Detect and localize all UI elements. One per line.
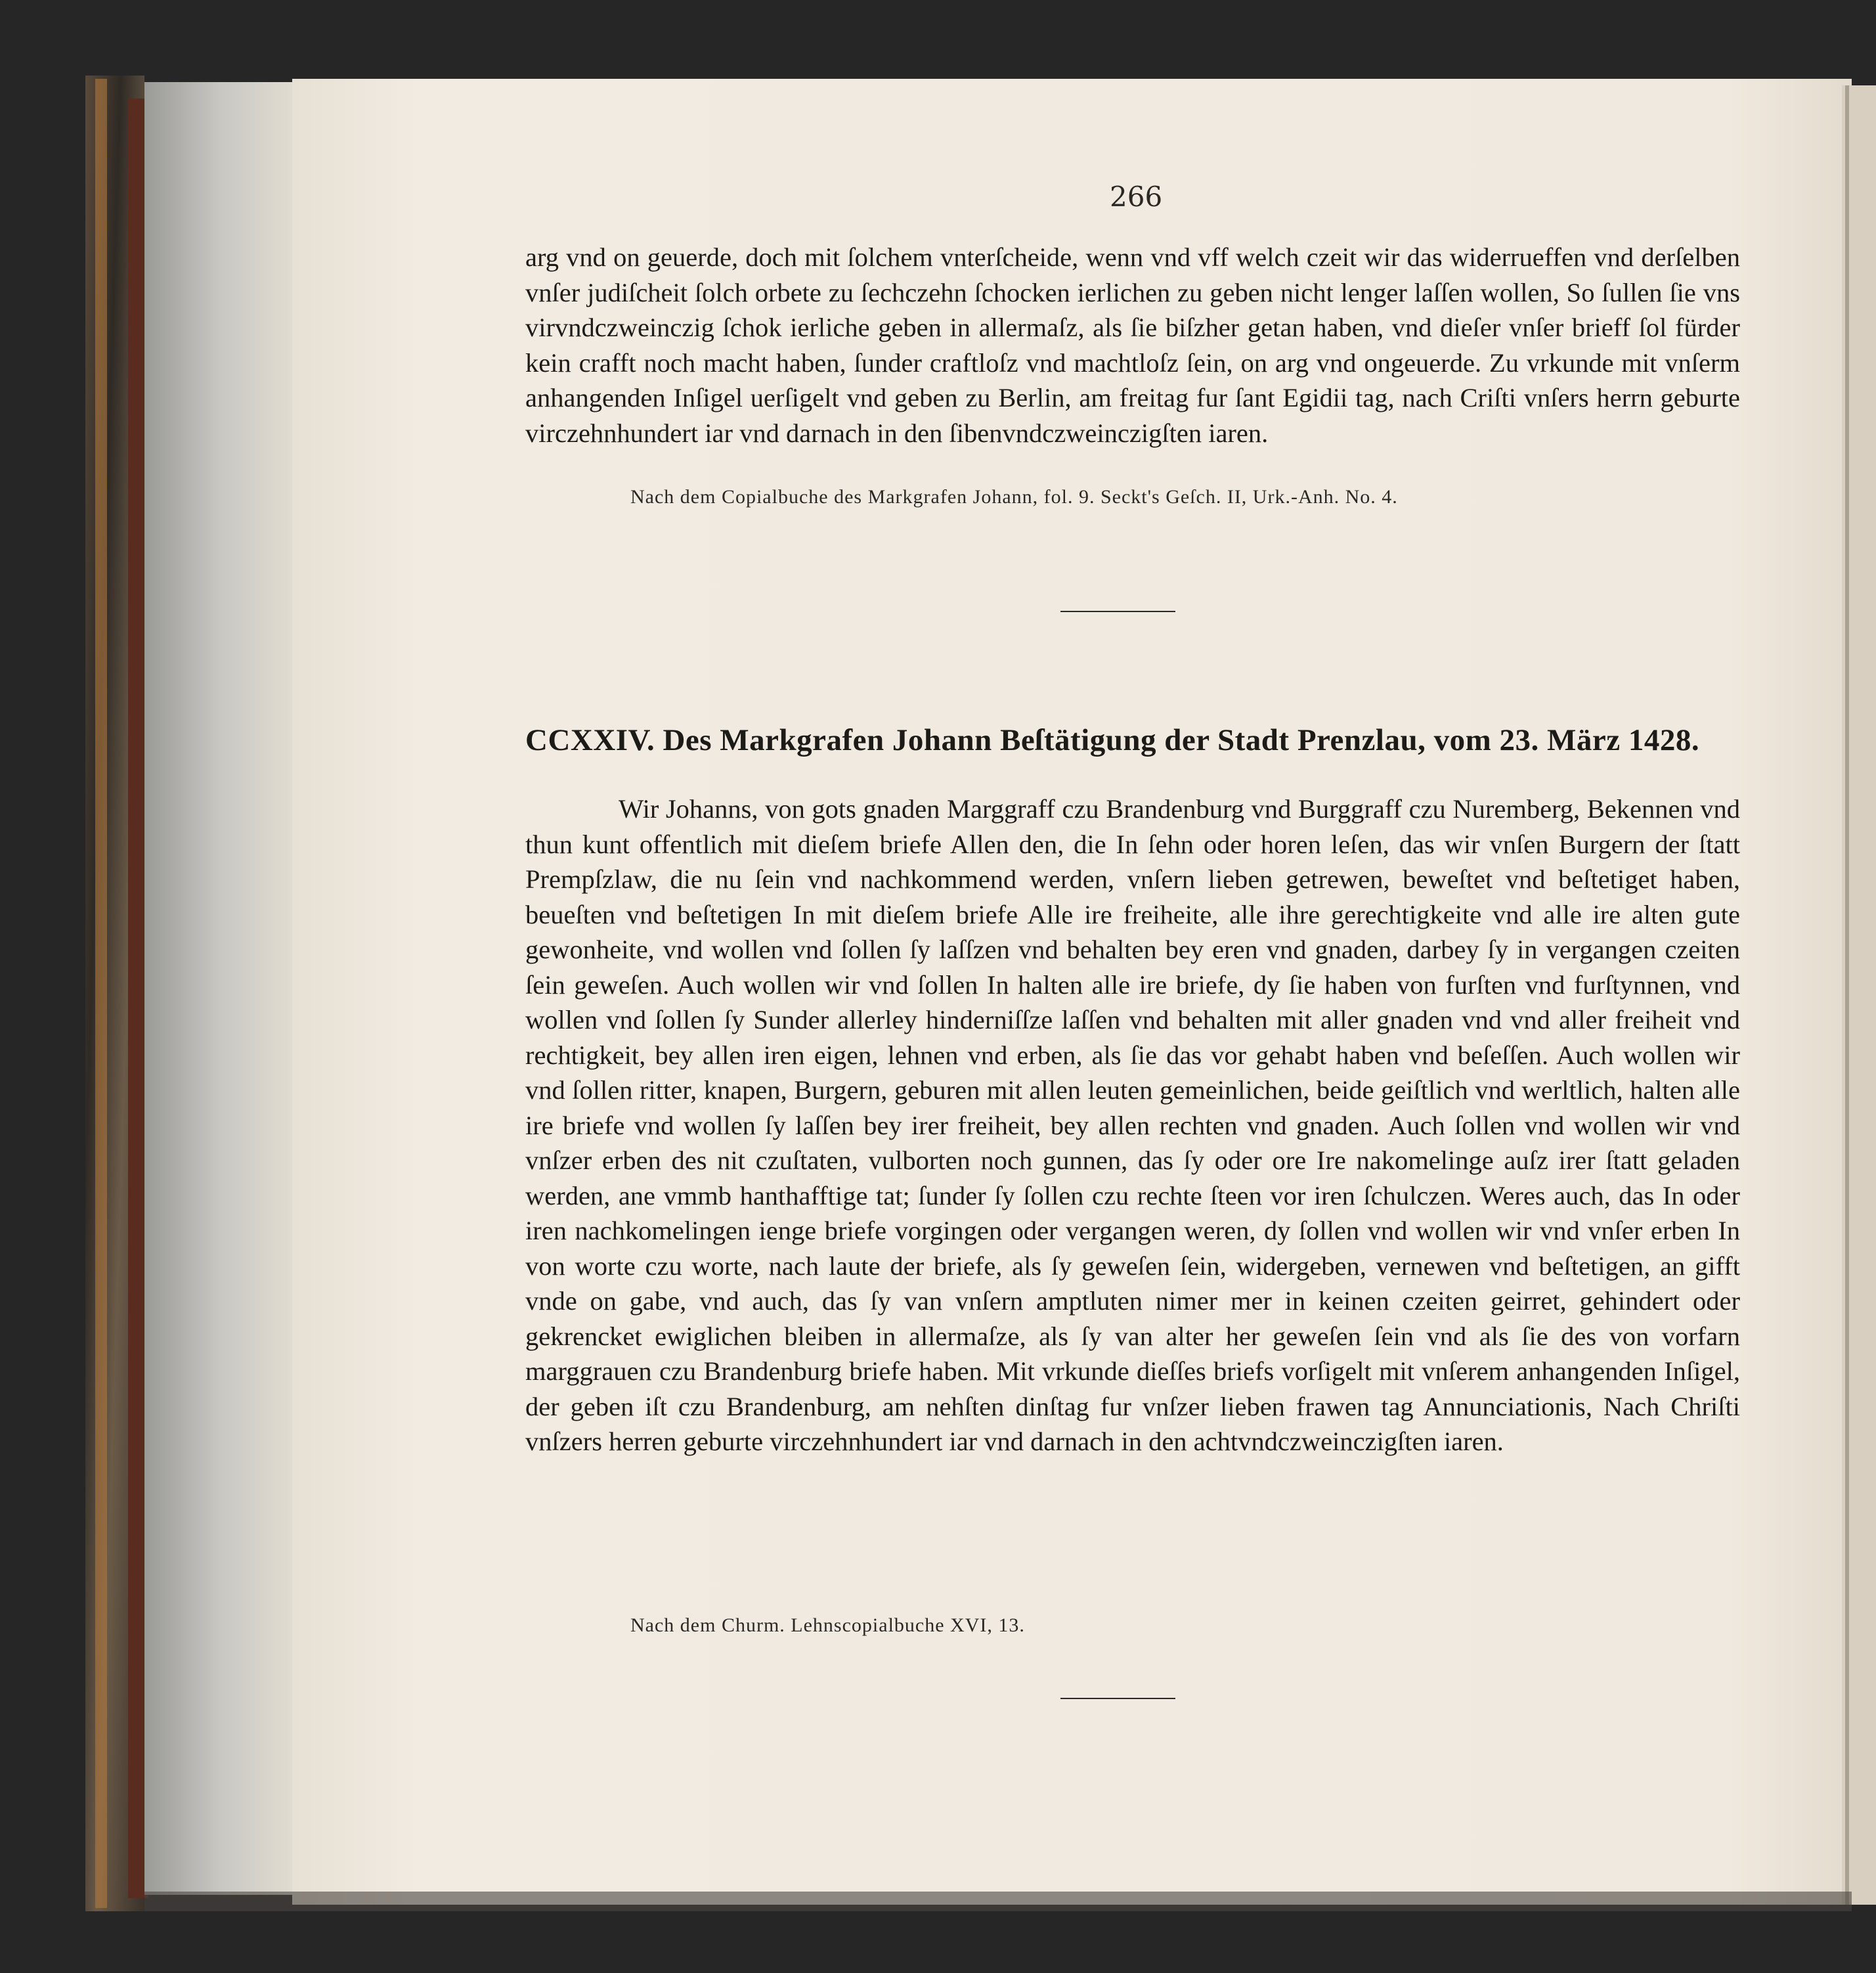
source-note-2: Nach dem Churm. Lehnscopialbuche XVI, 13. [630, 1614, 1025, 1636]
divider-rule-2 [1060, 1698, 1175, 1699]
source-note-1: Nach dem Copialbuche des Markgrafen Johann, fol. 9. Seckt's Geſch. II, Urk.-Anh. No. 4. [630, 486, 1398, 508]
page-edges [144, 82, 295, 1895]
continued-paragraph: arg vnd on geuerde, doch mit ſolchem vnterſcheide, wenn vnd vff welch czeit wir das widerrueffen vnd derſelben vnſer judiſcheit ſolch orbete zu ſechczehn ſchocken ierlichen zu geben nicht lenger laſſen wollen, So ſullen ſie vns virvndczweinczig ſchok ierliche geben in allermaſz, als ſie biſzher getan haben, vnd dieſer vnſer brieff ſol fürder kein crafft noch macht haben, ſunder craftloſz vnd machtloſz ſein, on arg vnd ongeuerde. Zu vrkunde mit vnſerm anhangenden Inſigel uerſigelt vnd geben zu Berlin, am freitag fur ſant Egidii tag, nach Criſti vnſers herrn geburte virczehnhundert iar vnd darnach in den ſibenvndczweinczigſten iaren. [525, 242, 1740, 448]
divider-rule-1 [1060, 611, 1175, 612]
page-number: 266 [1110, 181, 1163, 213]
document-text: Wir Johanns, von gots gnaden Marggraff czu Brandenburg vnd Burggraff czu Nuremberg, Bekennen vnd thun kunt offentlich mit dieſem briefe Allen den, die In ſehn oder horen leſen, das wir vnſen Burgern der ſtatt Prempſzlaw, die nu ſein vnd nachkommend werden, vnſern lieben getrewen, beweſtet vnd beſtetiget haben, beueſten vnd beſtetigen In mit dieſem briefe Alle ire freiheite, alle ihre gerechtigkeite vnd alle ire alten gute gewonheite, vnd wollen vnd ſollen ſy laſſzen vnd behalten bey eren vnd gnaden, darbey ſy in vergangen czeiten ſein geweſen. Auch wollen wir vnd ſollen In halten alle ire briefe, dy ſie haben von furſten vnd furſtynnen, vnd wollen vnd ſollen ſy Sunder allerley hinderniſſze laſſen vnd behalten mit aller gnaden vnd vnd aller freiheit vnd rechtigkeit, bey allen iren eigen, lehnen vnd erben, als ſie das vor gehabt haben vnd beſeſſen. Auch wollen wir vnd ſollen ritter, knapen, Burgern, geburen mit allen leuten gemeinlichen, beide geiſtlich vnd werltlich, halten alle ire briefe vnd wollen ſy laſſen bey irer freiheit, bey allen rechten vnd gnaden. Auch ſollen vnd wollen wir vnd vnſzer erben des nit czuſtaten, vulborten noch gunnen, das ſy oder ore Ire nakomelinge auſz irer ſtatt geladen werden, ane vmmb hanthafftige tat; ſunder ſy ſollen czu rechte ſteen vor iren ſchulczen. Weres auch, das In oder iren nachkomelingen ienge briefe vorgingen oder vergangen weren, dy ſollen vnd wollen wir vnd vnſer erben In von worte czu worte, nach laute der briefe, als ſy geweſen ſein, widergeben, vernewen vnd beſtetigen, an gifft vnde on gabe, vnd auch, das ſy van vnſern amptluten nimer mer in keinen czeiten geirret, gehindert oder gekrencket ewiglichen bleiben in allermaſze, als ſy van alter her geweſen ſein vnd als ſie des von vorfarn marggrauen czu Brandenburg briefe haben. Mit vrkunde dieſſes briefs vorſigelt mit vnſerem anhangenden Inſigel, der geben iſt czu Brandenburg, am nehſten dinſtag fur vnſzer lieben frawen tag Annunciationis, Nach Chriſti vnſzers herren geburte virczehnhundert iar vnd darnach in den achtvndczweinczigſten iaren. [525, 794, 1740, 1456]
document-heading: CCXXIV. Des Markgrafen Johann Beſtätigung der Stadt Prenzlau, vom 23. März 1428. [525, 723, 1700, 757]
